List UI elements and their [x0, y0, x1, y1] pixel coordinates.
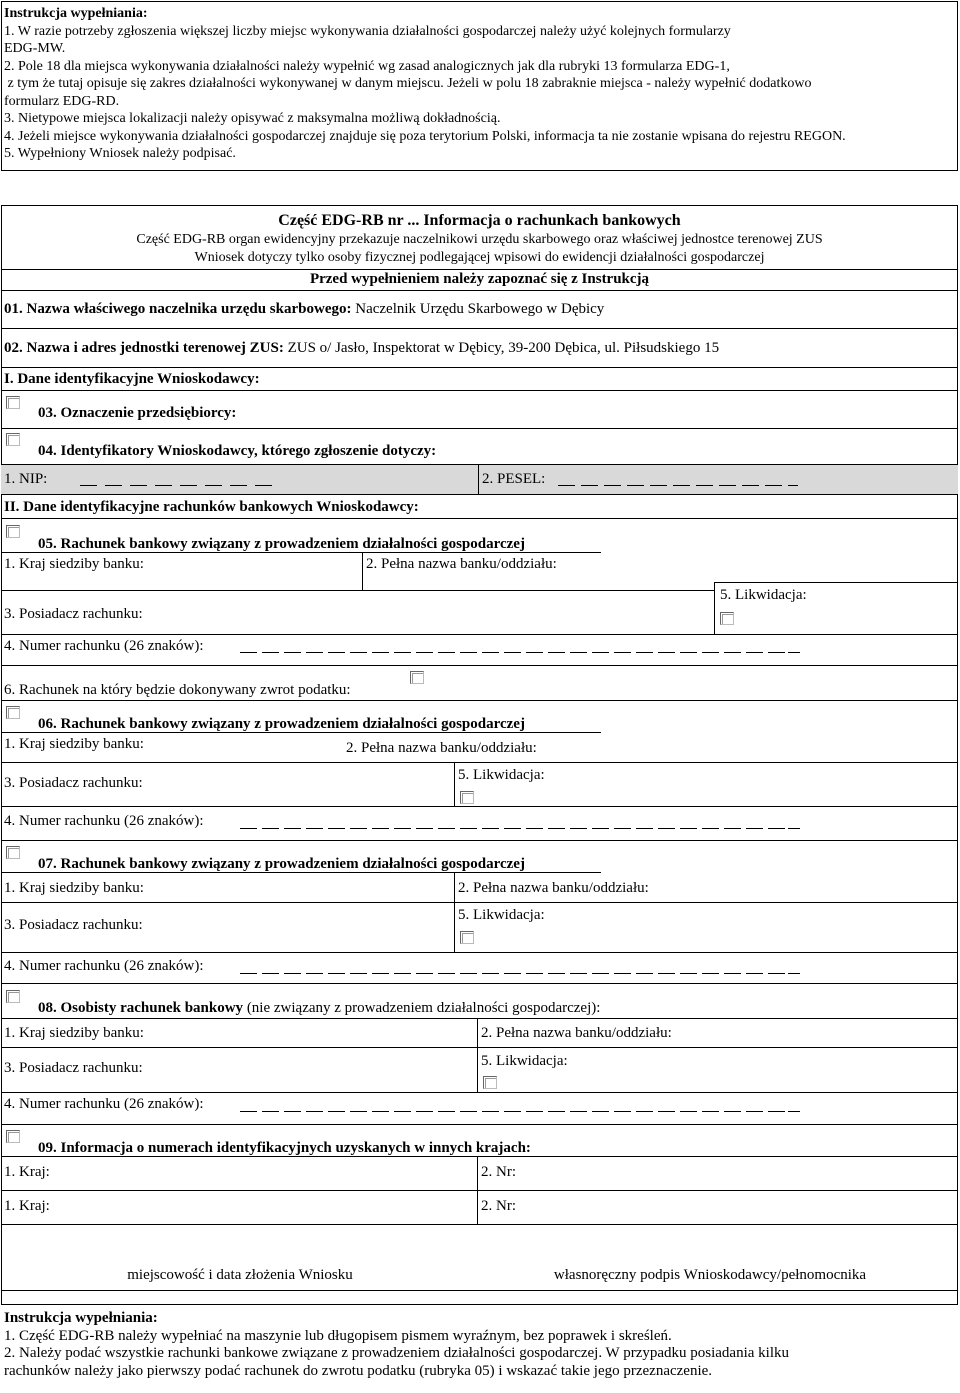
account-number-input[interactable]: [240, 652, 800, 654]
instruction-line: 2. Należy podać wszystkie rachunki bankowe związane z prowadzeniem działalności gospodarczej. W przypadku posiadania kilku: [4, 1345, 789, 1361]
divider: [1, 1190, 958, 1191]
country-label: 1. Kraj:: [4, 1164, 50, 1180]
bank-country-label: 1. Kraj siedziby banku:: [4, 736, 144, 752]
divider: [1, 902, 958, 903]
divider: [1, 983, 958, 984]
bank-name-label: 2. Pełna nazwa banku/oddziału:: [366, 556, 557, 572]
bank-country-label: 1. Kraj siedziby banku:: [4, 880, 144, 896]
checkbox-icon[interactable]: [6, 396, 20, 409]
top-instructions-title: Instrukcja wypełniania:: [4, 6, 148, 21]
read-instructions-notice: Przed wypełnieniem należy zapoznać się z Instrukcją: [309, 271, 650, 287]
account-holder-label: 3. Posiadacz rachunku:: [4, 1060, 143, 1076]
number-label: 2. Nr:: [481, 1164, 516, 1180]
account-number-label: 4. Numer rachunku (26 znaków):: [4, 1096, 204, 1112]
account-number-input[interactable]: [240, 1111, 800, 1113]
checkbox-icon[interactable]: [6, 525, 20, 538]
checkbox-icon[interactable]: [6, 433, 20, 446]
liquidation-label: 5. Likwidacja:: [481, 1053, 568, 1069]
divider: [1, 806, 958, 807]
divider: [1, 1156, 958, 1157]
field-04-label: 04. Identyfikatory Wnioskodawcy, którego zgłoszenie dotyczy:: [38, 443, 437, 459]
field-02-value[interactable]: ZUS o/ Jasło, Inspektorat w Dębicy, 39-200 Dębica, ul. Piłsudskiego 15: [287, 340, 720, 356]
divider: [1, 732, 601, 733]
divider: [1, 290, 958, 291]
instruction-line: 4. Jeżeli miejsce wykonywania działalności gospodarczej znajduje się poza terytorium Polski, informacja ta nie zostanie wpisana do rejestru REGON.: [4, 128, 846, 144]
checkbox-icon[interactable]: [720, 612, 734, 625]
pesel-input[interactable]: [558, 485, 798, 487]
checkbox-icon[interactable]: [6, 1130, 20, 1143]
instruction-line: 5. Wypełniony Wniosek należy podpisać.: [4, 146, 236, 161]
bank-name-label: 2. Pełna nazwa banku/oddziału:: [346, 740, 537, 756]
header-line-1: Część EDG-RB organ ewidencyjny przekazuje naczelnikowi urzędu skarbowego oraz właściwej jednostce terenowej ZUS: [136, 232, 823, 247]
divider: [1, 390, 958, 391]
country-label: 1. Kraj:: [4, 1198, 50, 1214]
signature-caption: własnoręczny podpis Wnioskodawcy/pełnomocnika: [553, 1267, 867, 1283]
checkbox-icon[interactable]: [460, 931, 474, 944]
instruction-line: z tym że tutaj opisuje się zakres działalności wykonywanej w danym miejscu. Jeżeli w polu 18 zabraknie miejsca - należy wypełnić dodatkowo: [4, 76, 812, 91]
id-row-background: [1, 464, 958, 494]
checkbox-icon[interactable]: [460, 791, 474, 804]
instruction-line: rachunków należy jako pierwszy podać rachunek do zwrotu podatku (rubryka 05) i wskazać takie jego przeznaczenie.: [4, 1362, 713, 1379]
top-instructions: [4, 5, 954, 163]
number-label: 2. Nr:: [481, 1198, 516, 1214]
field-08-label: [38, 1000, 600, 1017]
header-line-2: Wniosek dotyczy tylko osoby fizycznej podlegającej wpisowi do ewidencji działalności gospodarczej: [194, 250, 765, 265]
divider: [1, 1124, 958, 1125]
checkbox-icon[interactable]: [483, 1076, 497, 1089]
divider: [454, 872, 455, 952]
divider: [1, 1047, 958, 1048]
account-holder-label: 3. Posiadacz rachunku:: [4, 606, 143, 622]
account-holder-label: 3. Posiadacz rachunku:: [4, 775, 143, 791]
field-05-label: 05. Rachunek bankowy związany z prowadzeniem działalności gospodarczej: [38, 536, 525, 552]
instruction-line: EDG-MW.: [4, 41, 66, 56]
divider: [1, 464, 958, 465]
divider: [714, 582, 715, 634]
divider: [1, 840, 958, 841]
checkbox-icon[interactable]: [6, 990, 20, 1003]
section-2-title: II. Dane identyfikacyjne rachunków bankowych Wnioskodawcy:: [4, 499, 419, 515]
divider: [1, 762, 958, 763]
divider: [1, 952, 958, 953]
field-07-label: 07. Rachunek bankowy związany z prowadzeniem działalności gospodarczej: [38, 856, 525, 872]
field-02: [4, 340, 719, 357]
divider: [1, 367, 958, 368]
field-06-label: 06. Rachunek bankowy związany z prowadzeniem działalności gospodarczej: [38, 716, 525, 732]
field-01-value[interactable]: Naczelnik Urzędu Skarbowego w Dębicy: [355, 301, 605, 317]
field-02-label: 02. Nazwa i adres jednostki terenowej ZUS:: [4, 340, 284, 356]
divider: [1, 552, 601, 553]
account-number-input[interactable]: [240, 828, 800, 830]
nip-label: 1. NIP:: [4, 471, 48, 487]
divider: [1, 269, 958, 270]
nip-input[interactable]: [80, 485, 280, 487]
divider: [1, 590, 714, 591]
account-holder-label: 3. Posiadacz rachunku:: [4, 917, 143, 933]
checkbox-icon[interactable]: [6, 706, 20, 719]
place-date-caption: miejscowość i data złożenia Wniosku: [127, 1267, 353, 1283]
account-number-label: 4. Numer rachunku (26 znaków):: [4, 813, 204, 829]
field-08-label-rest: (nie związany z prowadzeniem działalności gospodarczej):: [243, 1000, 601, 1016]
instruction-line: 2. Pole 18 dla miejsca wykonywania działalności należy wypełnić wg zasad analogicznych jak dla rubryki 13 formularza EDG-1,: [4, 58, 730, 74]
field-08-label-bold: 08. Osobisty rachunek bankowy: [38, 1000, 244, 1016]
liquidation-label: 5. Likwidacja:: [720, 587, 807, 603]
divider: [1, 700, 958, 701]
account-number-label: 4. Numer rachunku (26 znaków):: [4, 958, 204, 974]
divider: [1, 518, 958, 519]
account-number-input[interactable]: [240, 973, 800, 975]
tax-refund-label: 6. Rachunek na który będzie dokonywany zwrot podatku:: [4, 682, 351, 698]
bank-country-label: 1. Kraj siedziby banku:: [4, 1025, 144, 1041]
bottom-instructions: [4, 1310, 954, 1380]
divider: [1, 1290, 958, 1291]
divider: [1, 872, 601, 873]
instruction-line: 1. Część EDG-RB należy wypełniać na maszynie lub długopisem pismem wyraźnym, bez poprawek i skreśleń.: [4, 1327, 672, 1344]
divider: [362, 552, 363, 590]
liquidation-label: 5. Likwidacja:: [458, 767, 545, 783]
divider: [1, 1018, 958, 1019]
bank-country-label: 1. Kraj siedziby banku:: [4, 556, 144, 572]
divider: [1, 1092, 958, 1093]
field-01-label: 01. Nazwa właściwego naczelnika urzędu skarbowego:: [4, 301, 352, 317]
section-1-title: I. Dane identyfikacyjne Wnioskodawcy:: [4, 371, 260, 387]
divider: [454, 762, 455, 806]
instruction-line: formularz EDG-RD.: [4, 93, 120, 109]
checkbox-icon[interactable]: [410, 671, 424, 684]
field-01: [4, 301, 604, 318]
field-03-label: 03. Oznaczenie przedsiębiorcy:: [38, 405, 237, 421]
divider: [1, 1224, 958, 1225]
divider: [477, 1018, 478, 1092]
divider: [714, 582, 958, 583]
instruction-line: 1. W razie potrzeby zgłoszenia większej liczby miejsc wykonywania działalności gospodarczej należy użyć kolejnych formularzy: [4, 23, 731, 39]
bank-name-label: 2. Pełna nazwa banku/oddziału:: [481, 1025, 672, 1041]
divider: [478, 464, 479, 494]
bottom-instructions-title: Instrukcja wypełniania:: [4, 1310, 158, 1326]
divider: [1, 328, 958, 329]
instruction-line: 3. Nietypowe miejsca lokalizacji należy opisywać z maksymalna możliwą dokładnością.: [4, 111, 501, 126]
part-title: Część EDG-RB nr ... Informacja o rachunkach bankowych: [278, 212, 681, 229]
checkbox-icon[interactable]: [6, 846, 20, 859]
field-09-label: 09. Informacja o numerach identyfikacyjnych uzyskanych w innych krajach:: [38, 1140, 531, 1156]
pesel-label: 2. PESEL:: [482, 471, 546, 487]
account-number-label: 4. Numer rachunku (26 znaków):: [4, 638, 204, 654]
divider: [1, 634, 958, 635]
bank-name-label: 2. Pełna nazwa banku/oddziału:: [458, 880, 649, 896]
divider: [1, 428, 958, 429]
divider: [1, 494, 958, 495]
divider: [1, 665, 958, 666]
liquidation-label: 5. Likwidacja:: [458, 907, 545, 923]
